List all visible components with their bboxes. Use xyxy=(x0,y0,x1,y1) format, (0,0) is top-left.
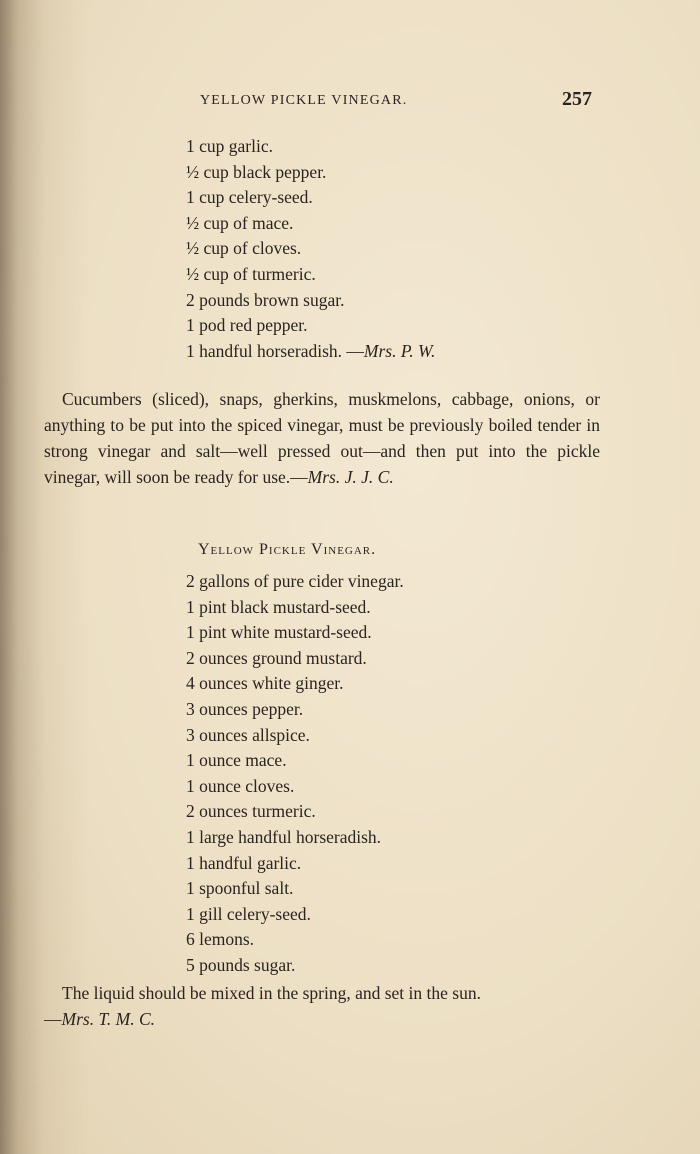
list-item: 2 ounces turmeric. xyxy=(186,801,316,822)
page-number: 257 xyxy=(562,88,592,110)
list-item: 3 ounces pepper. xyxy=(186,698,304,719)
list-item: 2 gallons of pure cider vinegar. xyxy=(186,571,404,591)
recipe-title: Yellow Pickle Vinegar. xyxy=(198,541,377,558)
list-item: 1 gill celery-seed. xyxy=(186,903,311,924)
closing-paragraph: The liquid should be mixed in the spring, and set in the sun. —Mrs. T. M. C. xyxy=(44,983,481,1029)
attribution: Mrs. T. M. C. xyxy=(61,1009,156,1029)
list-item: 2 pounds brown sugar. xyxy=(186,289,345,310)
list-item: ½ cup of turmeric. xyxy=(186,263,316,284)
list-item: 1 pint black mustard-seed. xyxy=(186,596,371,617)
list-item: 1 pint white mustard-seed. xyxy=(186,622,372,643)
body-paragraph: Cucumbers (sliced), snaps, gherkins, muskmelons, cabbage, onions, or anything to be put into the spiced vinegar, must be previously boiled tender in strong vinegar and salt—well pressed out—and then put into the pickle vinegar, will soon be ready for use.—Mrs. J. J. C. xyxy=(44,389,600,487)
list-item: 1 handful horseradish. —Mrs. P. W. xyxy=(186,340,436,361)
list-item: 1 cup celery-seed. xyxy=(186,187,313,208)
list-item: 6 lemons. xyxy=(186,929,255,950)
attribution: Mrs. J. J. C. xyxy=(307,467,394,487)
list-item: ½ cup of cloves. xyxy=(186,238,302,259)
list-item: 4 ounces white ginger. xyxy=(186,673,344,694)
list-item: 1 spoonful salt. xyxy=(186,878,294,899)
list-item: ½ cup black pepper. xyxy=(186,161,327,182)
list-item: 1 large handful horseradish. xyxy=(186,826,382,847)
list-item: 1 handful garlic. xyxy=(186,852,302,873)
list-item: 1 ounce cloves. xyxy=(186,775,295,796)
running-head: YELLOW PICKLE VINEGAR. xyxy=(200,93,408,108)
spice-list xyxy=(186,134,435,364)
ingredient-list xyxy=(186,569,404,979)
attribution: Mrs. P. W. xyxy=(363,340,436,361)
list-item: 2 ounces ground mustard. xyxy=(186,647,367,668)
list-item: 5 pounds sugar. xyxy=(186,954,296,975)
list-item: 3 ounces allspice. xyxy=(186,724,310,745)
list-item: 1 cup garlic. xyxy=(186,136,273,156)
list-item: ½ cup of mace. xyxy=(186,212,294,233)
list-item: 1 ounce mace. xyxy=(186,750,287,771)
list-item: 1 pod red pepper. xyxy=(186,315,308,336)
